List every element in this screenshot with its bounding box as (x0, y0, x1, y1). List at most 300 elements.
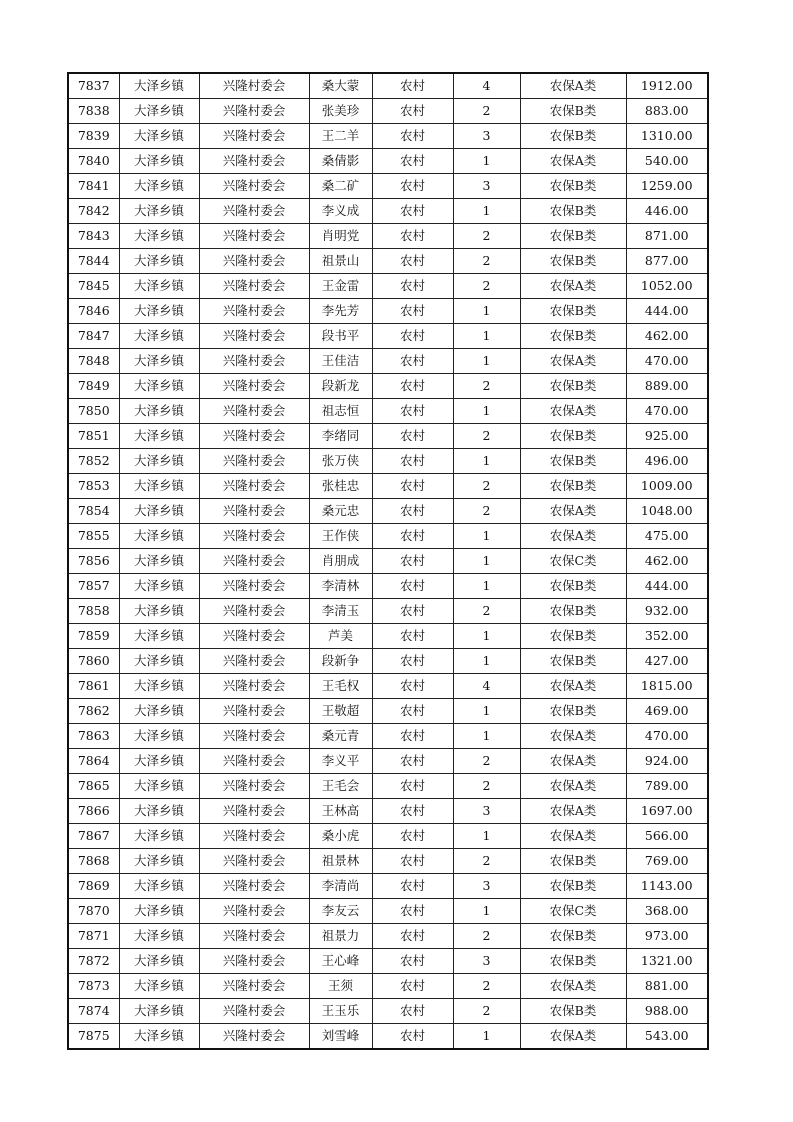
row-id-cell: 7864 (68, 749, 119, 774)
category-cell: 农保A类 (520, 73, 626, 99)
household-count-cell: 1 (453, 574, 520, 599)
town-cell: 大泽乡镇 (119, 224, 199, 249)
village-cell: 兴隆村委会 (199, 499, 309, 524)
name-cell: 祖景林 (309, 849, 372, 874)
row-id-cell: 7868 (68, 849, 119, 874)
category-cell: 农保A类 (520, 349, 626, 374)
table-row (68, 524, 708, 549)
village-cell: 兴隆村委会 (199, 399, 309, 424)
table-row (68, 1024, 708, 1050)
area-cell: 农村 (372, 824, 453, 849)
town-cell: 大泽乡镇 (119, 249, 199, 274)
row-id-cell: 7842 (68, 199, 119, 224)
village-cell: 兴隆村委会 (199, 99, 309, 124)
category-cell: 农保B类 (520, 949, 626, 974)
name-cell: 李绪同 (309, 424, 372, 449)
amount-cell: 881.00 (626, 974, 708, 999)
household-count-cell: 2 (453, 374, 520, 399)
name-cell: 王敬超 (309, 699, 372, 724)
table-row (68, 499, 708, 524)
village-cell: 兴隆村委会 (199, 449, 309, 474)
area-cell: 农村 (372, 849, 453, 874)
table-row (68, 749, 708, 774)
area-cell: 农村 (372, 499, 453, 524)
village-cell: 兴隆村委会 (199, 624, 309, 649)
household-count-cell: 1 (453, 449, 520, 474)
category-cell: 农保A类 (520, 499, 626, 524)
village-cell: 兴隆村委会 (199, 924, 309, 949)
area-cell: 农村 (372, 524, 453, 549)
row-id-cell: 7867 (68, 824, 119, 849)
data-table (67, 72, 709, 1050)
village-cell: 兴隆村委会 (199, 724, 309, 749)
category-cell: 农保B类 (520, 624, 626, 649)
town-cell: 大泽乡镇 (119, 399, 199, 424)
amount-cell: 496.00 (626, 449, 708, 474)
village-cell: 兴隆村委会 (199, 424, 309, 449)
area-cell: 农村 (372, 174, 453, 199)
name-cell: 桑倩影 (309, 149, 372, 174)
village-cell: 兴隆村委会 (199, 299, 309, 324)
category-cell: 农保B类 (520, 199, 626, 224)
village-cell: 兴隆村委会 (199, 599, 309, 624)
name-cell: 王作侠 (309, 524, 372, 549)
area-cell: 农村 (372, 299, 453, 324)
area-cell: 农村 (372, 974, 453, 999)
table-row (68, 399, 708, 424)
village-cell: 兴隆村委会 (199, 224, 309, 249)
area-cell: 农村 (372, 349, 453, 374)
town-cell: 大泽乡镇 (119, 1024, 199, 1050)
town-cell: 大泽乡镇 (119, 174, 199, 199)
category-cell: 农保A类 (520, 824, 626, 849)
area-cell: 农村 (372, 649, 453, 674)
name-cell: 段新争 (309, 649, 372, 674)
table-row (68, 699, 708, 724)
amount-cell: 925.00 (626, 424, 708, 449)
category-cell: 农保B类 (520, 449, 626, 474)
category-cell: 农保A类 (520, 149, 626, 174)
household-count-cell: 3 (453, 174, 520, 199)
town-cell: 大泽乡镇 (119, 774, 199, 799)
amount-cell: 1815.00 (626, 674, 708, 699)
amount-cell: 932.00 (626, 599, 708, 624)
name-cell: 祖景山 (309, 249, 372, 274)
row-id-cell: 7865 (68, 774, 119, 799)
row-id-cell: 7851 (68, 424, 119, 449)
table-row (68, 124, 708, 149)
area-cell: 农村 (372, 249, 453, 274)
household-count-cell: 1 (453, 349, 520, 374)
category-cell: 农保A类 (520, 1024, 626, 1050)
table-row (68, 849, 708, 874)
row-id-cell: 7849 (68, 374, 119, 399)
category-cell: 农保B类 (520, 999, 626, 1024)
row-id-cell: 7850 (68, 399, 119, 424)
amount-cell: 973.00 (626, 924, 708, 949)
area-cell: 农村 (372, 599, 453, 624)
area-cell: 农村 (372, 574, 453, 599)
town-cell: 大泽乡镇 (119, 524, 199, 549)
amount-cell: 883.00 (626, 99, 708, 124)
area-cell: 农村 (372, 449, 453, 474)
category-cell: 农保A类 (520, 524, 626, 549)
category-cell: 农保B类 (520, 374, 626, 399)
name-cell: 李先芳 (309, 299, 372, 324)
category-cell: 农保B类 (520, 699, 626, 724)
row-id-cell: 7855 (68, 524, 119, 549)
area-cell: 农村 (372, 899, 453, 924)
category-cell: 农保B类 (520, 424, 626, 449)
area-cell: 农村 (372, 324, 453, 349)
household-count-cell: 2 (453, 849, 520, 874)
table-row (68, 799, 708, 824)
row-id-cell: 7859 (68, 624, 119, 649)
village-cell: 兴隆村委会 (199, 349, 309, 374)
village-cell: 兴隆村委会 (199, 824, 309, 849)
table-row (68, 224, 708, 249)
village-cell: 兴隆村委会 (199, 73, 309, 99)
village-cell: 兴隆村委会 (199, 649, 309, 674)
row-id-cell: 7858 (68, 599, 119, 624)
table-row (68, 624, 708, 649)
name-cell: 李义成 (309, 199, 372, 224)
household-count-cell: 2 (453, 424, 520, 449)
amount-cell: 988.00 (626, 999, 708, 1024)
village-cell: 兴隆村委会 (199, 749, 309, 774)
amount-cell: 1697.00 (626, 799, 708, 824)
amount-cell: 470.00 (626, 349, 708, 374)
amount-cell: 475.00 (626, 524, 708, 549)
amount-cell: 470.00 (626, 399, 708, 424)
category-cell: 农保B类 (520, 574, 626, 599)
table-row (68, 949, 708, 974)
household-count-cell: 3 (453, 124, 520, 149)
row-id-cell: 7857 (68, 574, 119, 599)
village-cell: 兴隆村委会 (199, 674, 309, 699)
area-cell: 农村 (372, 949, 453, 974)
household-count-cell: 2 (453, 274, 520, 299)
town-cell: 大泽乡镇 (119, 349, 199, 374)
amount-cell: 566.00 (626, 824, 708, 849)
village-cell: 兴隆村委会 (199, 899, 309, 924)
town-cell: 大泽乡镇 (119, 449, 199, 474)
row-id-cell: 7837 (68, 73, 119, 99)
name-cell: 肖朋成 (309, 549, 372, 574)
town-cell: 大泽乡镇 (119, 149, 199, 174)
town-cell: 大泽乡镇 (119, 924, 199, 949)
table-row (68, 174, 708, 199)
table-row (68, 649, 708, 674)
row-id-cell: 7871 (68, 924, 119, 949)
table-row (68, 674, 708, 699)
town-cell: 大泽乡镇 (119, 549, 199, 574)
name-cell: 王玉乐 (309, 999, 372, 1024)
household-count-cell: 1 (453, 299, 520, 324)
town-cell: 大泽乡镇 (119, 374, 199, 399)
town-cell: 大泽乡镇 (119, 424, 199, 449)
household-count-cell: 2 (453, 999, 520, 1024)
village-cell: 兴隆村委会 (199, 799, 309, 824)
household-count-cell: 2 (453, 474, 520, 499)
household-count-cell: 2 (453, 774, 520, 799)
household-count-cell: 4 (453, 674, 520, 699)
name-cell: 桑元忠 (309, 499, 372, 524)
row-id-cell: 7869 (68, 874, 119, 899)
category-cell: 农保B类 (520, 874, 626, 899)
amount-cell: 1143.00 (626, 874, 708, 899)
village-cell: 兴隆村委会 (199, 474, 309, 499)
village-cell: 兴隆村委会 (199, 1024, 309, 1050)
area-cell: 农村 (372, 999, 453, 1024)
town-cell: 大泽乡镇 (119, 649, 199, 674)
category-cell: 农保B类 (520, 124, 626, 149)
category-cell: 农保B类 (520, 649, 626, 674)
row-id-cell: 7870 (68, 899, 119, 924)
category-cell: 农保C类 (520, 549, 626, 574)
town-cell: 大泽乡镇 (119, 624, 199, 649)
row-id-cell: 7854 (68, 499, 119, 524)
table-row (68, 824, 708, 849)
town-cell: 大泽乡镇 (119, 499, 199, 524)
row-id-cell: 7839 (68, 124, 119, 149)
table-row (68, 424, 708, 449)
town-cell: 大泽乡镇 (119, 799, 199, 824)
area-cell: 农村 (372, 399, 453, 424)
row-id-cell: 7840 (68, 149, 119, 174)
row-id-cell: 7866 (68, 799, 119, 824)
village-cell: 兴隆村委会 (199, 174, 309, 199)
area-cell: 农村 (372, 99, 453, 124)
village-cell: 兴隆村委会 (199, 274, 309, 299)
area-cell: 农村 (372, 699, 453, 724)
town-cell: 大泽乡镇 (119, 874, 199, 899)
category-cell: 农保B类 (520, 249, 626, 274)
name-cell: 王林高 (309, 799, 372, 824)
area-cell: 农村 (372, 799, 453, 824)
town-cell: 大泽乡镇 (119, 749, 199, 774)
town-cell: 大泽乡镇 (119, 699, 199, 724)
table-row (68, 974, 708, 999)
table-row (68, 599, 708, 624)
table-row (68, 449, 708, 474)
area-cell: 农村 (372, 624, 453, 649)
row-id-cell: 7852 (68, 449, 119, 474)
table-row (68, 874, 708, 899)
village-cell: 兴隆村委会 (199, 149, 309, 174)
household-count-cell: 1 (453, 199, 520, 224)
row-id-cell: 7846 (68, 299, 119, 324)
name-cell: 桑大蒙 (309, 73, 372, 99)
amount-cell: 1321.00 (626, 949, 708, 974)
amount-cell: 871.00 (626, 224, 708, 249)
table-row (68, 899, 708, 924)
row-id-cell: 7860 (68, 649, 119, 674)
row-id-cell: 7874 (68, 999, 119, 1024)
name-cell: 李义平 (309, 749, 372, 774)
amount-cell: 1310.00 (626, 124, 708, 149)
table-row (68, 274, 708, 299)
table-row (68, 374, 708, 399)
town-cell: 大泽乡镇 (119, 599, 199, 624)
table-body (68, 73, 708, 1049)
village-cell: 兴隆村委会 (199, 199, 309, 224)
row-id-cell: 7875 (68, 1024, 119, 1050)
name-cell: 段新龙 (309, 374, 372, 399)
row-id-cell: 7873 (68, 974, 119, 999)
name-cell: 王金雷 (309, 274, 372, 299)
category-cell: 农保B类 (520, 299, 626, 324)
category-cell: 农保A类 (520, 974, 626, 999)
town-cell: 大泽乡镇 (119, 124, 199, 149)
household-count-cell: 1 (453, 549, 520, 574)
name-cell: 张美珍 (309, 99, 372, 124)
name-cell: 李清尚 (309, 874, 372, 899)
row-id-cell: 7856 (68, 549, 119, 574)
area-cell: 农村 (372, 674, 453, 699)
household-count-cell: 3 (453, 799, 520, 824)
household-count-cell: 2 (453, 99, 520, 124)
household-count-cell: 1 (453, 699, 520, 724)
amount-cell: 1052.00 (626, 274, 708, 299)
household-count-cell: 3 (453, 949, 520, 974)
area-cell: 农村 (372, 149, 453, 174)
town-cell: 大泽乡镇 (119, 574, 199, 599)
town-cell: 大泽乡镇 (119, 299, 199, 324)
name-cell: 王心峰 (309, 949, 372, 974)
village-cell: 兴隆村委会 (199, 124, 309, 149)
town-cell: 大泽乡镇 (119, 899, 199, 924)
amount-cell: 1259.00 (626, 174, 708, 199)
category-cell: 农保B类 (520, 599, 626, 624)
village-cell: 兴隆村委会 (199, 849, 309, 874)
town-cell: 大泽乡镇 (119, 849, 199, 874)
name-cell: 王二羊 (309, 124, 372, 149)
area-cell: 农村 (372, 924, 453, 949)
household-count-cell: 1 (453, 649, 520, 674)
category-cell: 农保B类 (520, 849, 626, 874)
name-cell: 桑二矿 (309, 174, 372, 199)
amount-cell: 368.00 (626, 899, 708, 924)
town-cell: 大泽乡镇 (119, 674, 199, 699)
area-cell: 农村 (372, 749, 453, 774)
table-row (68, 349, 708, 374)
amount-cell: 924.00 (626, 749, 708, 774)
area-cell: 农村 (372, 224, 453, 249)
town-cell: 大泽乡镇 (119, 999, 199, 1024)
row-id-cell: 7843 (68, 224, 119, 249)
household-count-cell: 1 (453, 324, 520, 349)
household-count-cell: 2 (453, 249, 520, 274)
amount-cell: 877.00 (626, 249, 708, 274)
category-cell: 农保A类 (520, 399, 626, 424)
amount-cell: 1009.00 (626, 474, 708, 499)
table-row (68, 199, 708, 224)
town-cell: 大泽乡镇 (119, 724, 199, 749)
amount-cell: 1048.00 (626, 499, 708, 524)
amount-cell: 462.00 (626, 549, 708, 574)
household-count-cell: 1 (453, 1024, 520, 1050)
area-cell: 农村 (372, 424, 453, 449)
row-id-cell: 7838 (68, 99, 119, 124)
amount-cell: 446.00 (626, 199, 708, 224)
village-cell: 兴隆村委会 (199, 699, 309, 724)
name-cell: 王毛会 (309, 774, 372, 799)
village-cell: 兴隆村委会 (199, 774, 309, 799)
name-cell: 肖明党 (309, 224, 372, 249)
category-cell: 农保A类 (520, 724, 626, 749)
village-cell: 兴隆村委会 (199, 249, 309, 274)
town-cell: 大泽乡镇 (119, 199, 199, 224)
name-cell: 李清林 (309, 574, 372, 599)
category-cell: 农保A类 (520, 749, 626, 774)
household-count-cell: 2 (453, 924, 520, 949)
amount-cell: 444.00 (626, 574, 708, 599)
amount-cell: 889.00 (626, 374, 708, 399)
area-cell: 农村 (372, 274, 453, 299)
village-cell: 兴隆村委会 (199, 949, 309, 974)
household-count-cell: 1 (453, 824, 520, 849)
name-cell: 王佳洁 (309, 349, 372, 374)
name-cell: 王毛权 (309, 674, 372, 699)
table-row (68, 73, 708, 99)
area-cell: 农村 (372, 474, 453, 499)
household-count-cell: 4 (453, 73, 520, 99)
amount-cell: 540.00 (626, 149, 708, 174)
area-cell: 农村 (372, 73, 453, 99)
amount-cell: 469.00 (626, 699, 708, 724)
name-cell: 张桂忠 (309, 474, 372, 499)
table-row (68, 924, 708, 949)
household-count-cell: 1 (453, 524, 520, 549)
table-row (68, 999, 708, 1024)
household-count-cell: 1 (453, 149, 520, 174)
row-id-cell: 7844 (68, 249, 119, 274)
village-cell: 兴隆村委会 (199, 524, 309, 549)
name-cell: 桑小虎 (309, 824, 372, 849)
village-cell: 兴隆村委会 (199, 324, 309, 349)
household-count-cell: 2 (453, 499, 520, 524)
village-cell: 兴隆村委会 (199, 974, 309, 999)
row-id-cell: 7853 (68, 474, 119, 499)
amount-cell: 789.00 (626, 774, 708, 799)
village-cell: 兴隆村委会 (199, 999, 309, 1024)
table-row (68, 724, 708, 749)
household-count-cell: 2 (453, 224, 520, 249)
category-cell: 农保B类 (520, 174, 626, 199)
category-cell: 农保B类 (520, 474, 626, 499)
amount-cell: 543.00 (626, 1024, 708, 1050)
area-cell: 农村 (372, 374, 453, 399)
area-cell: 农村 (372, 724, 453, 749)
area-cell: 农村 (372, 124, 453, 149)
town-cell: 大泽乡镇 (119, 949, 199, 974)
table-row (68, 149, 708, 174)
category-cell: 农保B类 (520, 99, 626, 124)
category-cell: 农保A类 (520, 799, 626, 824)
name-cell: 李清玉 (309, 599, 372, 624)
table-row (68, 549, 708, 574)
row-id-cell: 7841 (68, 174, 119, 199)
household-count-cell: 1 (453, 724, 520, 749)
row-id-cell: 7845 (68, 274, 119, 299)
amount-cell: 769.00 (626, 849, 708, 874)
name-cell: 李友云 (309, 899, 372, 924)
category-cell: 农保B类 (520, 224, 626, 249)
amount-cell: 470.00 (626, 724, 708, 749)
table-row (68, 299, 708, 324)
category-cell: 农保A类 (520, 274, 626, 299)
